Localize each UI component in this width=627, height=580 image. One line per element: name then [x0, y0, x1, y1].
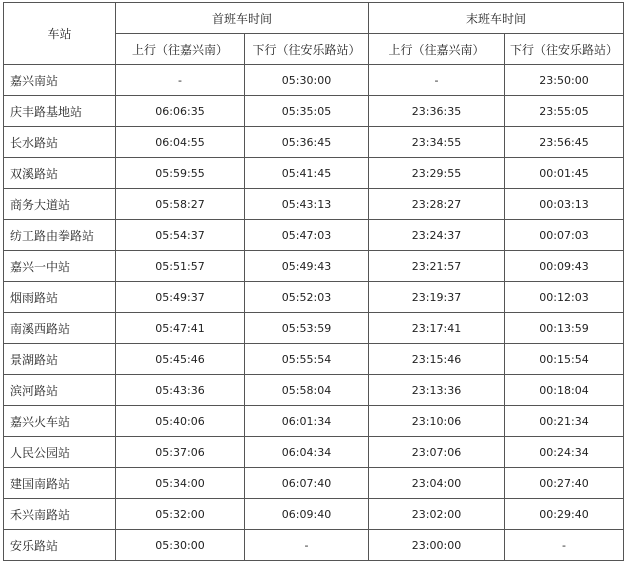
last-train-up: 23:29:55: [369, 158, 505, 189]
first-train-down: 05:41:45: [245, 158, 369, 189]
station-name: 南溪西路站: [4, 313, 116, 344]
last-train-up: 23:10:06: [369, 406, 505, 437]
first-train-down: 05:36:45: [245, 127, 369, 158]
first-train-up: 05:32:00: [116, 499, 245, 530]
station-name: 景湖路站: [4, 344, 116, 375]
last-train-up: 23:15:46: [369, 344, 505, 375]
last-train-down: 00:21:34: [505, 406, 624, 437]
last-train-down: 00:03:13: [505, 189, 624, 220]
last-train-down: 23:50:00: [505, 65, 624, 96]
station-name: 烟雨路站: [4, 282, 116, 313]
station-name: 嘉兴南站: [4, 65, 116, 96]
last-train-down: 00:15:54: [505, 344, 624, 375]
first-train-down: 06:04:34: [245, 437, 369, 468]
station-name: 安乐路站: [4, 530, 116, 561]
first-train-down: 05:49:43: [245, 251, 369, 282]
first-train-up: 05:58:27: [116, 189, 245, 220]
last-train-up: 23:07:06: [369, 437, 505, 468]
first-train-up: 05:43:36: [116, 375, 245, 406]
header-first-down: 下行（往安乐路站）: [245, 34, 369, 65]
table-row: [4, 499, 624, 530]
station-name: 商务大道站: [4, 189, 116, 220]
first-train-up: 05:49:37: [116, 282, 245, 313]
header-last-up: 上行（往嘉兴南）: [369, 34, 505, 65]
last-train-up: 23:36:35: [369, 96, 505, 127]
last-train-up: 23:17:41: [369, 313, 505, 344]
first-train-up: 05:37:06: [116, 437, 245, 468]
station-name: 滨河路站: [4, 375, 116, 406]
table-row: [4, 406, 624, 437]
last-train-down: 00:12:03: [505, 282, 624, 313]
first-train-down: 05:52:03: [245, 282, 369, 313]
first-train-up: 06:04:55: [116, 127, 245, 158]
first-train-down: 05:47:03: [245, 220, 369, 251]
header-last-train: 末班车时间: [369, 3, 624, 34]
first-train-up: 05:47:41: [116, 313, 245, 344]
table-row: [4, 189, 624, 220]
header-row-1: [4, 3, 624, 34]
first-train-down: 05:30:00: [245, 65, 369, 96]
last-train-down: 00:29:40: [505, 499, 624, 530]
first-train-down: 06:07:40: [245, 468, 369, 499]
first-train-down: 05:55:54: [245, 344, 369, 375]
table-row: [4, 220, 624, 251]
table-row: [4, 468, 624, 499]
last-train-up: 23:02:00: [369, 499, 505, 530]
station-name: 嘉兴一中站: [4, 251, 116, 282]
timetable-container: [3, 2, 624, 561]
station-name: 长水路站: [4, 127, 116, 158]
first-train-down: 05:43:13: [245, 189, 369, 220]
first-train-up: 05:34:00: [116, 468, 245, 499]
last-train-down: -: [505, 530, 624, 561]
first-train-down: 05:58:04: [245, 375, 369, 406]
first-train-up: 06:06:35: [116, 96, 245, 127]
timetable: [3, 2, 624, 561]
station-name: 嘉兴火车站: [4, 406, 116, 437]
header-first-up: 上行（往嘉兴南）: [116, 34, 245, 65]
header-first-train: 首班车时间: [116, 3, 369, 34]
station-name: 建国南路站: [4, 468, 116, 499]
last-train-down: 00:09:43: [505, 251, 624, 282]
last-train-down: 00:24:34: [505, 437, 624, 468]
last-train-up: 23:04:00: [369, 468, 505, 499]
last-train-up: 23:00:00: [369, 530, 505, 561]
first-train-up: -: [116, 65, 245, 96]
last-train-up: -: [369, 65, 505, 96]
station-name: 纺工路由拳路站: [4, 220, 116, 251]
station-name: 禾兴南路站: [4, 499, 116, 530]
last-train-up: 23:21:57: [369, 251, 505, 282]
table-row: [4, 251, 624, 282]
station-name: 双溪路站: [4, 158, 116, 189]
table-row: [4, 530, 624, 561]
last-train-down: 23:56:45: [505, 127, 624, 158]
table-row: [4, 158, 624, 189]
station-name: 人民公园站: [4, 437, 116, 468]
timetable-header: [4, 3, 624, 65]
last-train-down: 00:18:04: [505, 375, 624, 406]
last-train-down: 00:27:40: [505, 468, 624, 499]
table-row: [4, 344, 624, 375]
first-train-up: 05:40:06: [116, 406, 245, 437]
first-train-down: 05:53:59: [245, 313, 369, 344]
last-train-down: 00:01:45: [505, 158, 624, 189]
last-train-up: 23:19:37: [369, 282, 505, 313]
table-row: [4, 375, 624, 406]
first-train-up: 05:54:37: [116, 220, 245, 251]
station-name: 庆丰路基地站: [4, 96, 116, 127]
timetable-body: [4, 65, 624, 561]
last-train-up: 23:13:36: [369, 375, 505, 406]
first-train-up: 05:30:00: [116, 530, 245, 561]
last-train-up: 23:34:55: [369, 127, 505, 158]
first-train-down: 06:09:40: [245, 499, 369, 530]
first-train-down: -: [245, 530, 369, 561]
table-row: [4, 313, 624, 344]
first-train-up: 05:45:46: [116, 344, 245, 375]
last-train-down: 23:55:05: [505, 96, 624, 127]
first-train-up: 05:51:57: [116, 251, 245, 282]
last-train-down: 00:13:59: [505, 313, 624, 344]
table-row: [4, 65, 624, 96]
header-last-down: 下行（往安乐路站）: [505, 34, 624, 65]
table-row: [4, 437, 624, 468]
first-train-down: 05:35:05: [245, 96, 369, 127]
first-train-down: 06:01:34: [245, 406, 369, 437]
table-row: [4, 96, 624, 127]
header-station: 车站: [4, 3, 116, 65]
last-train-down: 00:07:03: [505, 220, 624, 251]
first-train-up: 05:59:55: [116, 158, 245, 189]
table-row: [4, 127, 624, 158]
table-row: [4, 282, 624, 313]
last-train-up: 23:28:27: [369, 189, 505, 220]
last-train-up: 23:24:37: [369, 220, 505, 251]
